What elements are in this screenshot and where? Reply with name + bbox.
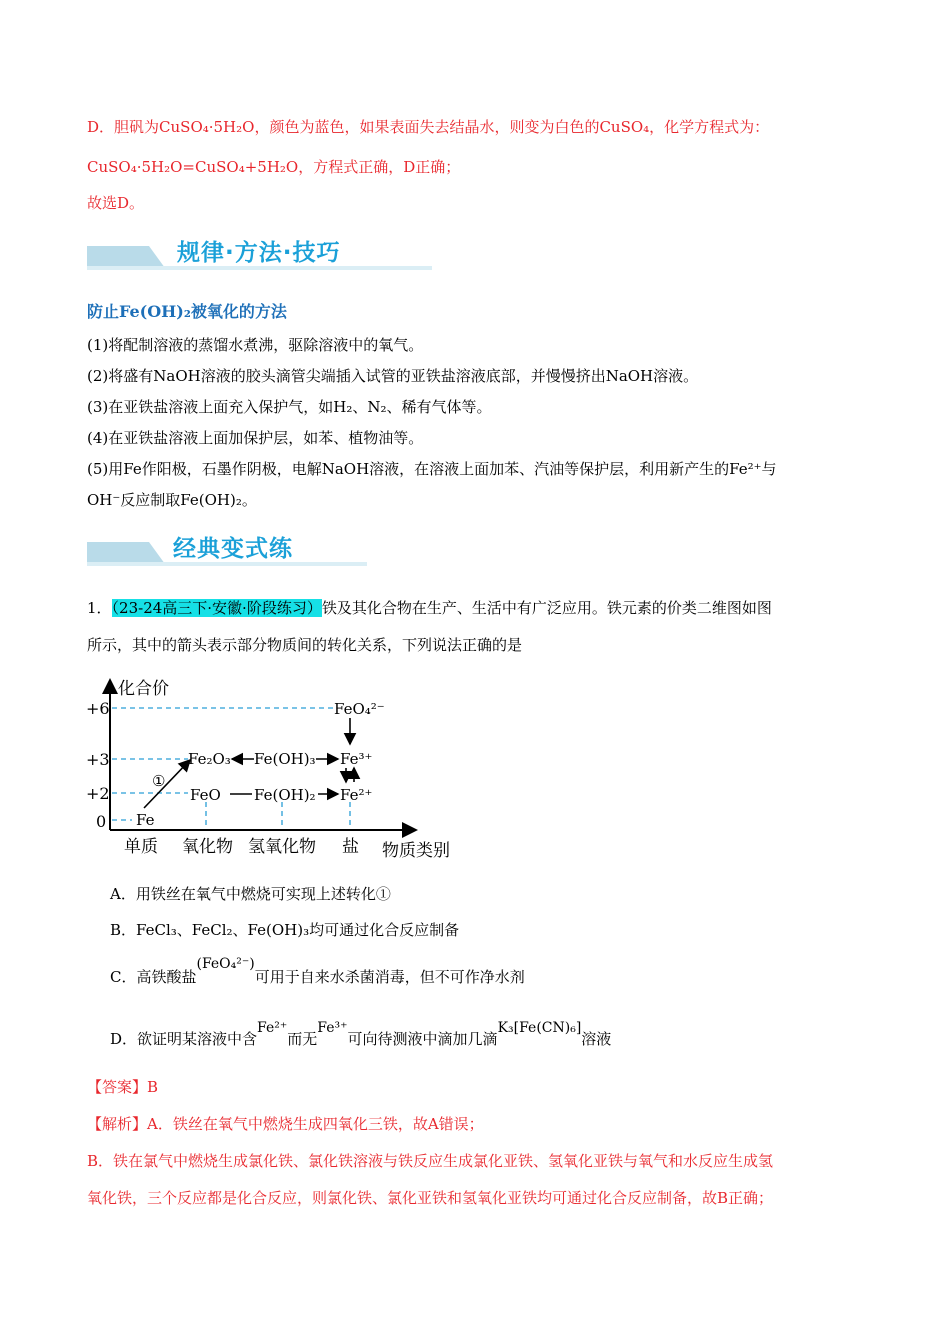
method-item-4: (4)在亚铁盐溶液上面加保护层，如苯、植物油等。 [87, 429, 424, 447]
analysis-a-text: A．铁丝在氧气中燃烧生成四氧化三铁，故A错误； [147, 1115, 484, 1133]
y-axis-label: 化合价 [118, 679, 169, 699]
node-fe: Fe [136, 811, 155, 829]
node-feoh2: Fe(OH)₂ [254, 786, 316, 804]
option-d-pre: D．欲证明某溶液中含 [110, 1030, 258, 1048]
option-d-fe2plus: Fe²⁺ [257, 1020, 288, 1036]
question-line-1 [87, 597, 772, 619]
answer-value: B [147, 1078, 159, 1096]
y-tick-plus6: +6 [86, 699, 110, 718]
answer-label: 【答案】 [87, 1078, 148, 1096]
method-item-3: (3)在亚铁盐溶液上面充入保护气，如H₂、N₂、稀有气体等。 [87, 398, 492, 416]
option-a: A．用铁丝在氧气中燃烧可实现上述转化① [110, 885, 391, 903]
option-c [110, 956, 525, 989]
x-tick-oxide: 氧化物 [182, 837, 233, 857]
prev-answer-conclusion: ，方程式正确，D正确； [298, 158, 461, 176]
option-c-formula: (FeO₄²⁻) [196, 956, 255, 972]
node-fe3plus: Fe³⁺ [340, 750, 373, 768]
option-b: B．FeCl₃、FeCl₂、Fe(OH)₃均可通过化合反应制备 [110, 921, 460, 939]
option-d-mid2: 可向待测液中滴加几滴 [347, 1030, 498, 1048]
question-number: 1． [87, 599, 112, 617]
option-d-fe3plus: Fe³⁺ [317, 1020, 348, 1036]
arrow-fe-to-fe2o3 [144, 760, 190, 808]
y-tick-0: 0 [96, 812, 107, 831]
prev-answer-d-line2 [87, 156, 460, 178]
analysis-b-line2: 氧化铁，三个反应都是化合反应，则氯化铁、氯化亚铁和氢氧化亚铁均可通过化合反应制备，故B正确； [87, 1189, 774, 1207]
option-d-post: 溶液 [581, 1030, 612, 1048]
node-fe2plus: Fe²⁺ [340, 786, 373, 804]
arrow-label-1: ① [152, 772, 166, 790]
node-feoh3: Fe(OH)₃ [254, 750, 316, 768]
section-banner-methods [87, 236, 432, 270]
x-axis-label: 物质类别 [382, 841, 450, 861]
method-item-2: (2)将盛有NaOH溶液的胶头滴管尖端插入试管的亚铁盐溶液底部，并慢慢挤出NaOH溶液。 [87, 367, 699, 385]
question-stem-2: 所示，其中的箭头表示部分物质间的转化关系，下列说法正确的是 [87, 636, 523, 654]
x-tick-hydroxide: 氢氧化物 [248, 837, 316, 857]
y-tick-plus2: +2 [86, 784, 110, 803]
x-tick-element: 单质 [124, 837, 158, 857]
valence-class-diagram [86, 674, 476, 864]
question-source-badge: （23-24高三下·安徽·阶段练习） [111, 599, 322, 617]
option-d-mid: 而无 [287, 1030, 318, 1048]
analysis-b-line1: B．铁在氯气中燃烧生成氯化铁、氯化铁溶液与铁反应生成氯化亚铁、氢氧化亚铁与氧气和水反应生成氢 [87, 1152, 774, 1170]
analysis-label: 【解析】 [87, 1115, 148, 1133]
node-fe2o3: Fe₂O₃ [188, 750, 231, 768]
option-d [110, 1020, 612, 1051]
method-item-5-cont: OH⁻反应制取Fe(OH)₂。 [87, 491, 257, 509]
question-stem-1: 铁及其化合物在生产、生活中有广泛应用。铁元素的价类二维图如图 [321, 599, 772, 617]
prev-answer-d-line1: D．胆矾为CuSO₄·5H₂O，颜色为蓝色，如果表面失去结晶水，则变为白色的CuSO₄，化学方程式为： [87, 118, 770, 136]
answer-line [87, 1076, 158, 1098]
option-c-post: 可用于自来水杀菌消毒，但不可作净水剂 [254, 968, 525, 986]
method-item-5: (5)用Fe作阳极，石墨作阴极，电解NaOH溶液，在溶液上面加苯、汽油等保护层，利用新产生的Fe²⁺与 [87, 460, 777, 478]
analysis-a [87, 1113, 484, 1135]
prev-answer-choose: 故选D。 [87, 194, 145, 212]
y-tick-plus3: +3 [86, 750, 110, 769]
section-banner-practice [87, 532, 367, 566]
x-tick-salt: 盐 [342, 837, 359, 857]
node-feo: FeO [190, 786, 221, 804]
option-c-pre: C．高铁酸盐 [110, 968, 197, 986]
section-title-methods: 规律·方法·技巧 [177, 240, 341, 266]
section-title-practice: 经典变式练 [173, 536, 293, 562]
prev-answer-equation: CuSO₄·5H₂O=CuSO₄+5H₂O [87, 158, 299, 176]
node-feo4: FeO₄²⁻ [334, 700, 385, 718]
methods-heading: 防止Fe(OH)₂被氧化的方法 [87, 302, 287, 321]
method-item-1: (1)将配制溶液的蒸馏水煮沸，驱除溶液中的氧气。 [87, 336, 424, 354]
option-d-reagent: K₃[Fe(CN)₆] [497, 1020, 582, 1036]
